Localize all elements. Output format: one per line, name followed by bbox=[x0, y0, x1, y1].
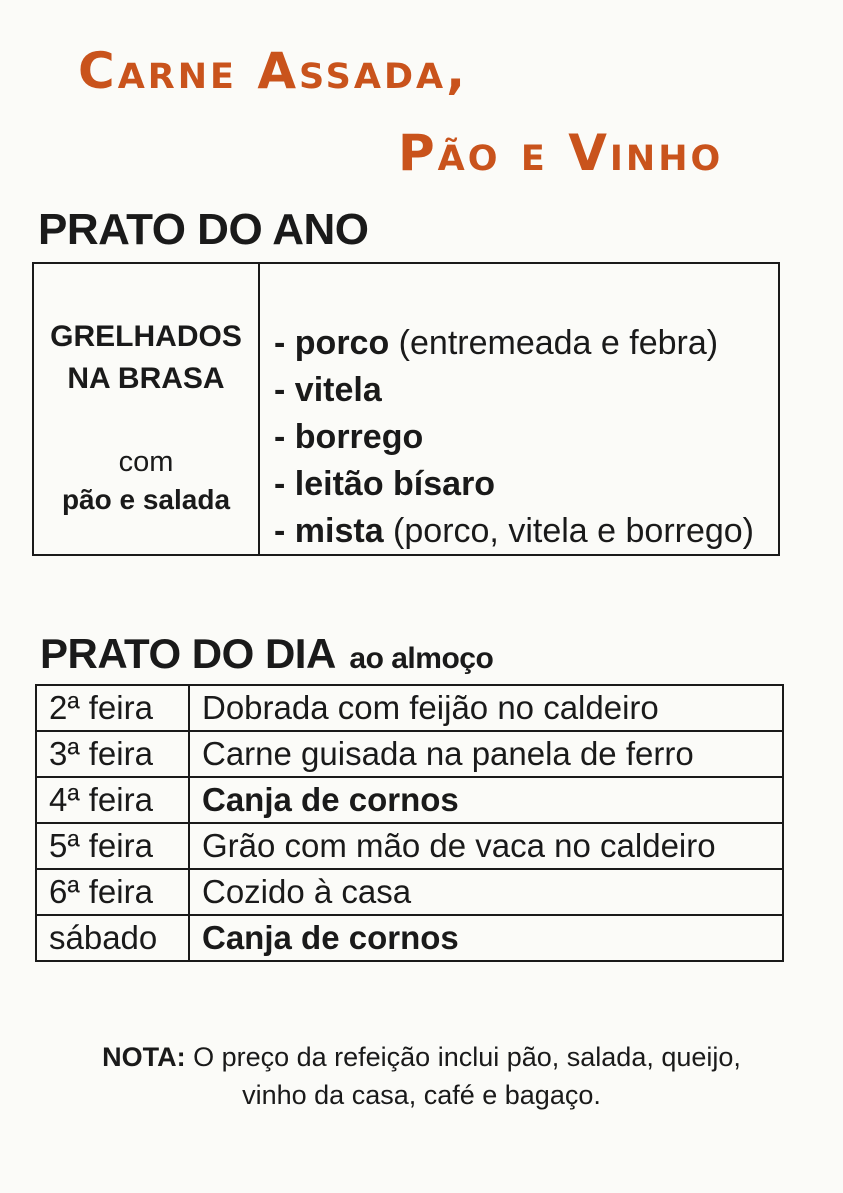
item-dash: - bbox=[274, 418, 295, 456]
prato-do-dia-heading bbox=[40, 630, 493, 678]
prato-do-dia-suffix: ao almoço bbox=[349, 642, 494, 675]
day-cell: 2ª feira bbox=[36, 685, 189, 731]
menu-title-line2: Pão e Vinho bbox=[398, 124, 724, 182]
dish-cell: Canja de cornos bbox=[189, 915, 783, 961]
item-name: mista bbox=[294, 512, 384, 550]
item-dash: - bbox=[274, 371, 295, 409]
prato-do-ano-category bbox=[34, 264, 260, 554]
table-row bbox=[36, 731, 783, 777]
item-name: borrego bbox=[294, 418, 424, 456]
item-name: leitão bísaro bbox=[294, 465, 496, 503]
table-row bbox=[36, 823, 783, 869]
item-dash: - bbox=[274, 465, 295, 503]
prato-do-dia-table bbox=[35, 684, 784, 962]
category-line1: GRELHADOS bbox=[50, 320, 242, 353]
table-row bbox=[36, 685, 783, 731]
table-row bbox=[36, 869, 783, 915]
prato-do-ano-heading: PRATO DO ANO bbox=[38, 205, 369, 254]
nota-line1 bbox=[0, 1038, 843, 1076]
day-cell: 4ª feira bbox=[36, 777, 189, 823]
menu-title-line1: Carne Assada, bbox=[78, 42, 469, 100]
day-cell: 3ª feira bbox=[36, 731, 189, 777]
table-row bbox=[36, 915, 783, 961]
prato-do-ano-list bbox=[260, 264, 778, 554]
list-item bbox=[274, 461, 778, 508]
dish-cell: Carne guisada na panela de ferro bbox=[189, 731, 783, 777]
list-item bbox=[274, 414, 778, 461]
day-cell: 5ª feira bbox=[36, 823, 189, 869]
day-cell: 6ª feira bbox=[36, 869, 189, 915]
list-item bbox=[274, 367, 778, 414]
item-name: porco bbox=[294, 324, 390, 362]
item-dash: - bbox=[274, 512, 295, 550]
item-name: vitela bbox=[294, 371, 382, 409]
dish-cell: Dobrada com feijão no caldeiro bbox=[189, 685, 783, 731]
nota-label: NOTA: bbox=[102, 1042, 186, 1072]
list-item bbox=[274, 320, 778, 367]
prato-do-ano-box bbox=[32, 262, 780, 556]
day-cell: sábado bbox=[36, 915, 189, 961]
nota-line2: vinho da casa, café e bagaço. bbox=[242, 1080, 601, 1110]
dish-cell: Grão com mão de vaca no caldeiro bbox=[189, 823, 783, 869]
category-line2: NA BRASA bbox=[67, 362, 225, 395]
nota-footnote bbox=[0, 1038, 843, 1114]
list-item bbox=[274, 508, 778, 555]
table-row bbox=[36, 777, 783, 823]
item-detail: (porco, vitela e borrego) bbox=[383, 512, 755, 550]
prato-do-dia-title: PRATO DO DIA bbox=[40, 630, 335, 677]
item-dash: - bbox=[274, 324, 295, 362]
dish-cell: Cozido à casa bbox=[189, 869, 783, 915]
item-detail: (entremeada e febra) bbox=[389, 324, 719, 362]
category-line3: com bbox=[118, 446, 174, 478]
nota-text1: O preço da refeição inclui pão, salada, queijo, bbox=[185, 1042, 741, 1072]
dish-cell: Canja de cornos bbox=[189, 777, 783, 823]
category-line4: pão e salada bbox=[61, 484, 231, 515]
